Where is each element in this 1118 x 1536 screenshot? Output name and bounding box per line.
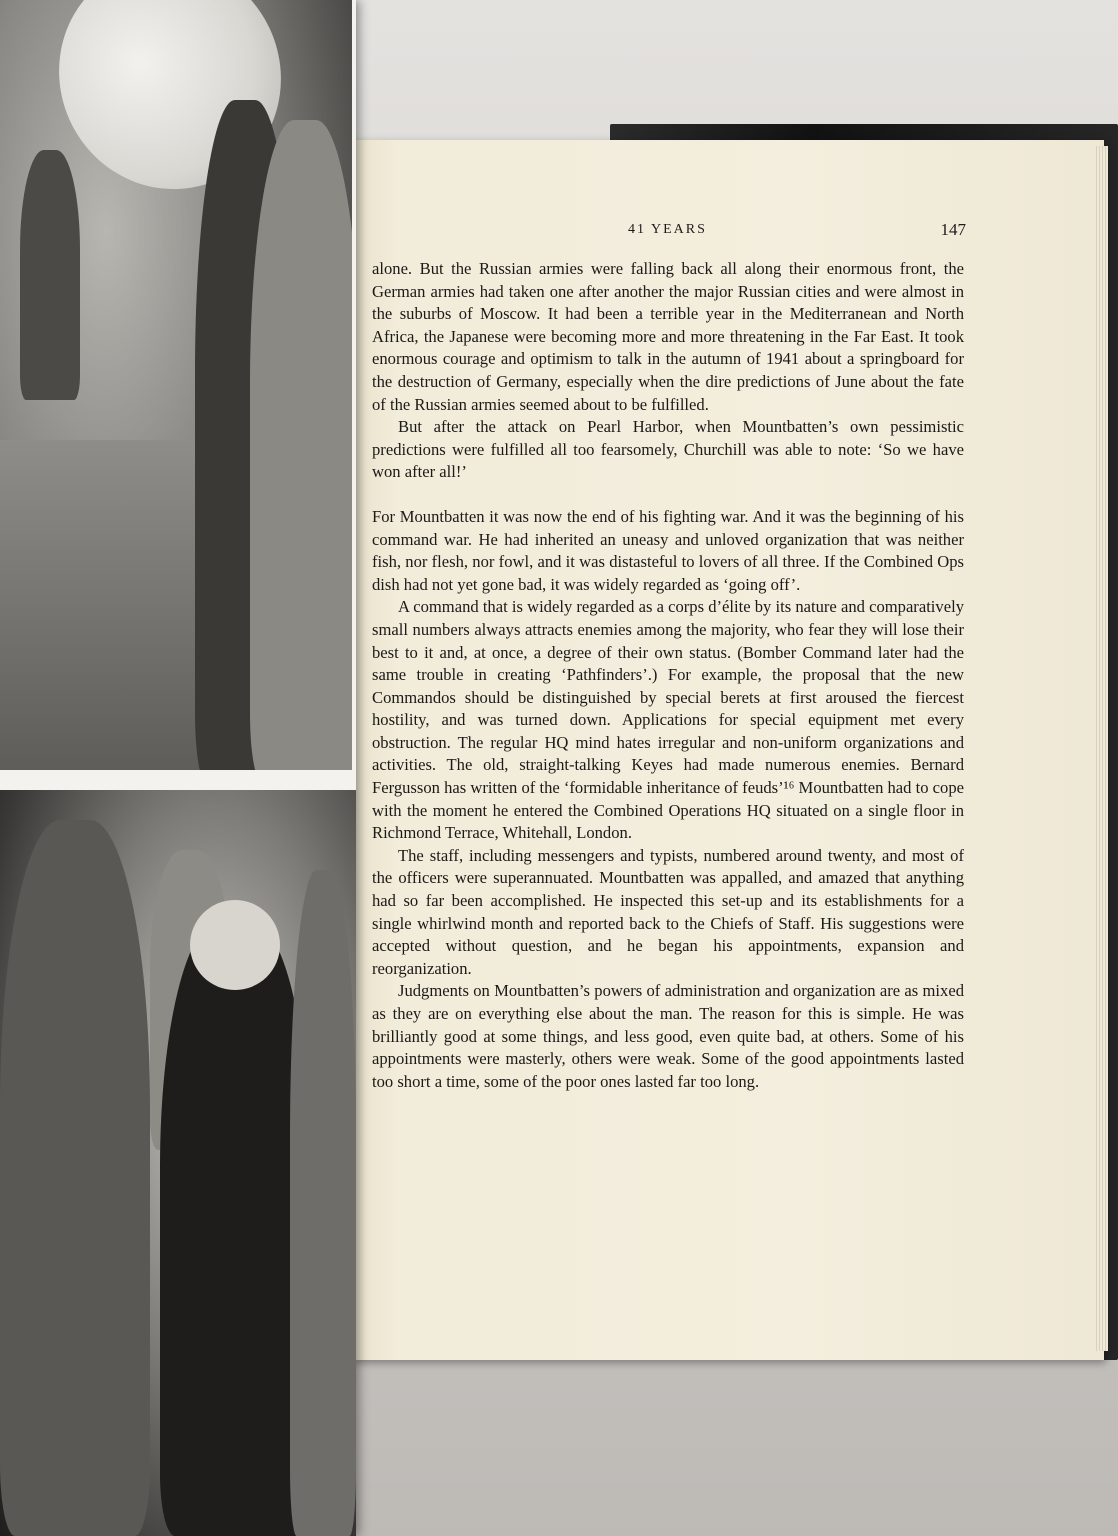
photo-figure bbox=[0, 820, 150, 1536]
page-header bbox=[366, 222, 966, 246]
photo-figure bbox=[20, 150, 80, 400]
paragraph: A command that is widely regarded as a corps d’élite by its nature and comparatively small numbers always attracts enemies among the majority, who fear they will lose their best to it and, at once, a degree of their own status. (Bomber Command later had the same trouble in creating ‘Pathfinders’.) For example, the proposal that the new Commandos should be distinguished by special berets at first aroused the fiercest hostility, and was turned down. Applications for special equipment met every obstruction. The regular HQ mind hates irregular and non-uniform organizations and activities. The old, straight-talking Keyes had made numerous enemies. Bernard Fergusson has written of the ‘formidable inheritance of feuds’¹⁶ Mountbatten had to cope with the moment he entered the Combined Operations HQ situated on a single floor in Richmond Terrace, Whitehall, London. bbox=[372, 597, 964, 843]
paragraph: alone. But the Russian armies were falling back all along their enormous front, the German armies had taken one after another the major Russian cities and were almost in the suburbs of Moscow. It had been a terrible year in the Mediterranean and North Africa, the Japanese were becoming more and more threatening in the Far East. It took enormous courage and optimism to talk in the autumn of 1941 about a springboard for the destruction of Germany, especially when the dire predictions of June about the fate of the Russian armies seemed about to be fulfilled. bbox=[372, 259, 964, 414]
page-number: 147 bbox=[940, 220, 966, 239]
photo-figure bbox=[290, 870, 356, 1536]
running-head: 41 YEARS bbox=[628, 222, 707, 237]
paragraph: The staff, including messengers and typists, numbered around twenty, and most of the officers were superannuated. Mountbatten was appalled, and amazed that anything had so far been accomplished. He inspected this set-up and its establishments for a single whirlwind month and reported back to the Chiefs of Staff. His suggestions were accepted without question, and he began his appointments, expansion and reorganization. bbox=[372, 845, 964, 978]
photo-group-portrait bbox=[0, 790, 356, 1536]
paragraph: But after the attack on Pearl Harbor, when Mountbatten’s own pessimistic predictions were fulfilled all too fearsomely, Churchill was able to note: ‘So we have won after all!’ bbox=[372, 417, 964, 482]
page-edges bbox=[1096, 146, 1108, 1351]
photo-figure bbox=[190, 900, 280, 990]
body-text bbox=[372, 258, 964, 1093]
photo-figure bbox=[160, 920, 310, 1536]
paragraph: For Mountbatten it was now the end of his fighting war. And it was the beginning of his command war. He had inherited an uneasy and unloved organization that was neither fish, nor flesh, nor fowl, and it was distasteful to lovers of all three. If the Combined Ops dish had not yet gone bad, it was widely regarded as ‘going off’. bbox=[372, 506, 964, 594]
photo-airfield-officers bbox=[0, 0, 352, 770]
photo-figure bbox=[250, 120, 352, 770]
paragraph: Judgments on Mountbatten’s powers of administration and organization are as mixed as they are on everything else about the man. The reason for this is simple. He was brilliantly good at some things, and less good, even quite bad, at others. Some of his appointments were masterly, others were weak. Some of the good appointments lasted too short a time, some of the poor ones lasted far too long. bbox=[372, 981, 964, 1091]
photo-page bbox=[0, 0, 356, 1536]
